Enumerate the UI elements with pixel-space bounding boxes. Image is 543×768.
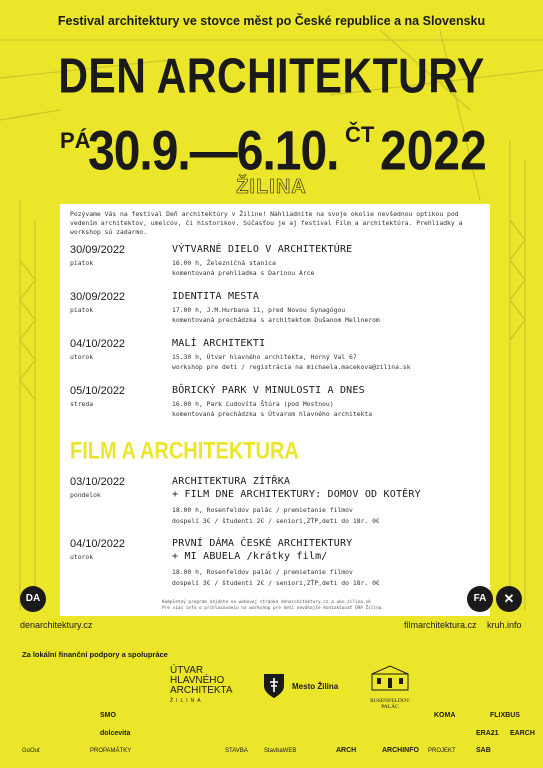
event-detail: dospelí 3€ / študenti 2€ / seniori,ZŤP,deti do 18r. 0€ xyxy=(172,579,380,587)
site-link-filmarchitektura[interactable]: filmarchitektura.cz xyxy=(404,620,477,630)
partner-logo: PROJEKT xyxy=(428,748,456,754)
intro-text: Pozývame Vás na festival Deň architektúry v Žiline! Nahliadnite na svoje okolie nevšednou optikou pod vedením architektov, umelcov, či historikov. Súčasťou je aj festival Film a architektúra. Prehliadky a workshop sú zadarmo. xyxy=(70,210,463,236)
partner-logo: KOMA xyxy=(434,712,456,719)
date-span: 30.9.—6.10. xyxy=(88,121,339,183)
event-title: VÝTVARNÉ DIELO V ARCHITEKTÚRE xyxy=(172,244,353,255)
partner-logo: PROPAMÁTKY xyxy=(90,748,132,754)
palac-label-line: PALÁC xyxy=(381,704,399,710)
event-detail: komentovaná prechádzka s Útvarom hlavného architekta xyxy=(172,410,373,418)
rosenfeldov-palac-logo xyxy=(360,664,420,710)
event-detail: 16.00 h, Železničná stanica xyxy=(172,259,276,267)
event-detail: 18.00 h, Rosenfeldov palác / premietanie filmov xyxy=(172,568,353,576)
main-title: DEN ARCHITEKTURY xyxy=(58,48,485,104)
event-day: piatok xyxy=(70,259,94,267)
da-badge: DA xyxy=(20,586,46,612)
event-date: 04/10/2022 xyxy=(70,338,126,350)
event-detail: 17.00 h, J.M.Hurbana 11, pred Novou Synagógou xyxy=(172,306,346,314)
event-day: streda xyxy=(70,400,94,408)
event-day: utorok xyxy=(70,353,94,361)
event-title: ARCHITEKTURA ZÍTŘKA xyxy=(172,476,291,487)
partner-logo: StavbaWEB xyxy=(264,748,297,754)
utvar-logo-line: ARCHITEKTA xyxy=(170,685,233,696)
event-detail: 15.30 h, Útvar hlavného architekta, Horný Val 67 xyxy=(172,353,357,361)
partner-logo: SAB xyxy=(476,747,491,754)
start-day: PÁ xyxy=(60,128,91,153)
partner-logo: EARCH xyxy=(510,730,535,737)
mesto-label: Mesto Žilina xyxy=(292,682,339,691)
partner-logo: ARCH xyxy=(336,747,357,754)
end-day: ČT xyxy=(345,122,375,147)
partner-logo: FLIXBUS xyxy=(490,712,520,719)
year: 2022 xyxy=(380,121,487,183)
partner-logo: STAVBA xyxy=(225,748,248,754)
event-detail: workshop pre deti / registrácia na michaela.macekova@zilina.sk xyxy=(172,363,411,371)
event-date: 30/09/2022 xyxy=(70,291,126,303)
event-day: pondelok xyxy=(70,491,101,499)
event-date: 05/10/2022 xyxy=(70,385,126,397)
event-detail: dospelí 3€ / študenti 2€ / seniori,ZŤP,deti do 18r. 0€ xyxy=(172,517,380,525)
utvar-logo-line: HLAVNÉHO xyxy=(170,675,225,686)
event-day: piatok xyxy=(70,306,94,314)
site-link-kruh[interactable]: kruh.info xyxy=(487,620,522,630)
palac-label-line: ROSENFELDOV xyxy=(370,698,410,704)
fine-print-line: Kompletný program nájdete na webovej stránke denarchitektury.cz a ukv.zilina.sk xyxy=(162,600,371,605)
event-subtitle: + MI ABUELA /krátky film/ xyxy=(172,551,328,562)
utvar-logo xyxy=(170,666,233,706)
close-icon: ✕ xyxy=(496,586,522,612)
partner-logo: ARCHINFO xyxy=(382,747,419,754)
film-section-heading: FILM A ARCHITEKTURA xyxy=(70,438,299,465)
event-title: MALÍ ARCHITEKTI xyxy=(172,338,266,349)
event-detail: komentovaná prechádzka s architektom Dušanom Mellnerom xyxy=(172,316,380,324)
event-detail: 18.00 h, Rosenfeldov palác / premietanie filmov xyxy=(172,506,353,514)
city-name: ŽILINA xyxy=(236,176,307,198)
partner-logos xyxy=(0,708,543,768)
event-title: PRVNÍ DÁMA ČESKÉ ARCHITEKTURY xyxy=(172,538,353,549)
event-date: 30/09/2022 xyxy=(70,244,126,256)
partner-logo: SMO xyxy=(100,712,116,719)
mesto-zilina-logo xyxy=(262,672,339,704)
event-title: BÔRICKÝ PARK V MINULOSTI A DNES xyxy=(172,385,365,396)
festival-tagline: Festival architektury ve stovce měst po České republice a na Slovensku xyxy=(57,14,486,28)
event-date: 03/10/2022 xyxy=(70,476,126,488)
fa-badge: FA xyxy=(467,586,493,612)
partner-logo: ERA21 xyxy=(476,730,499,737)
site-link-denarchitektury[interactable]: denarchitektury.cz xyxy=(20,620,93,630)
event-detail: 16.00 h, Park Ľudovíta Štúra (pod Mostnou) xyxy=(172,400,334,408)
coat-of-arms-icon xyxy=(262,672,286,700)
event-detail: komentovaná prehliadka s Darinou Arce xyxy=(172,269,315,277)
event-subtitle: + FILM DNE ARCHITEKTURY: DOMOV OD KOTĚRY xyxy=(172,489,421,500)
event-title: IDENTITA MESTA xyxy=(172,291,260,302)
event-date: 04/10/2022 xyxy=(70,538,126,550)
palace-icon xyxy=(368,664,412,692)
partner-logo: dolcevita xyxy=(100,730,131,737)
fine-print xyxy=(162,600,482,612)
utvar-logo-line: ŽILINA xyxy=(170,698,204,704)
utvar-logo-line: ÚTVAR xyxy=(170,665,204,676)
partner-logo: GoOut xyxy=(22,748,40,754)
support-label: Za lokální finanční podpory a spolupráce xyxy=(22,650,168,659)
event-day: utorok xyxy=(70,553,94,561)
program-panel xyxy=(60,204,490,616)
fine-print-line: Pre viac info o prihlasovaniu na workshop pre deti neváhajte kontaktovať ÚHA Žilina. xyxy=(162,606,385,611)
